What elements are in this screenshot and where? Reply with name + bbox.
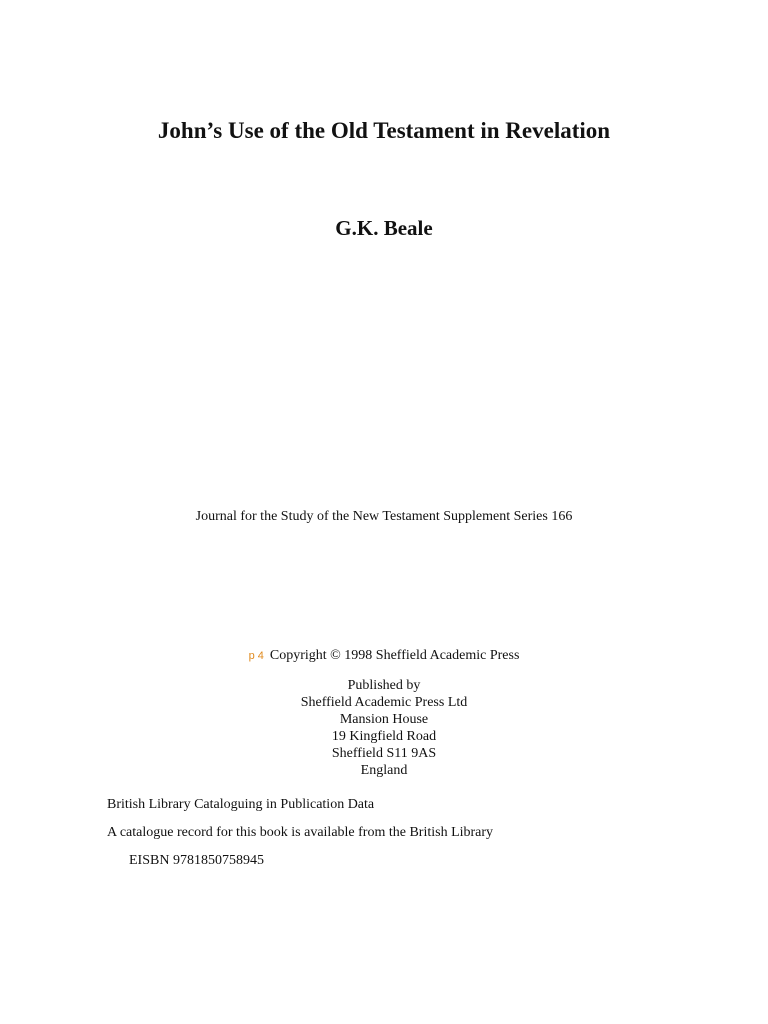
publisher-line-country: England xyxy=(360,763,408,778)
publisher-address-block xyxy=(0,677,768,779)
catalogue-record-note: A catalogue record for this book is available from the British Library xyxy=(107,825,494,840)
book-title: John’s Use of the Old Testament in Revelation xyxy=(157,118,611,143)
page-number-marker[interactable]: p 4 xyxy=(248,650,264,662)
book-author: G.K. Beale xyxy=(335,216,433,240)
series-statement: Journal for the Study of the New Testament Supplement Series 166 xyxy=(195,509,573,524)
eisbn-number: EISBN 9781850758945 xyxy=(129,853,264,868)
copyright-text: Copyright © 1998 Sheffield Academic Press xyxy=(269,648,520,663)
publisher-line-street: 19 Kingfield Road xyxy=(331,729,437,744)
publisher-line-building: Mansion House xyxy=(339,712,429,727)
publisher-line-city: Sheffield S11 9AS xyxy=(331,746,437,761)
publisher-line-published-by: Published by xyxy=(347,678,421,693)
copyright-line xyxy=(0,647,768,665)
publisher-line-name: Sheffield Academic Press Ltd xyxy=(300,695,468,710)
cataloguing-heading: British Library Cataloguing in Publication Data xyxy=(107,797,375,812)
